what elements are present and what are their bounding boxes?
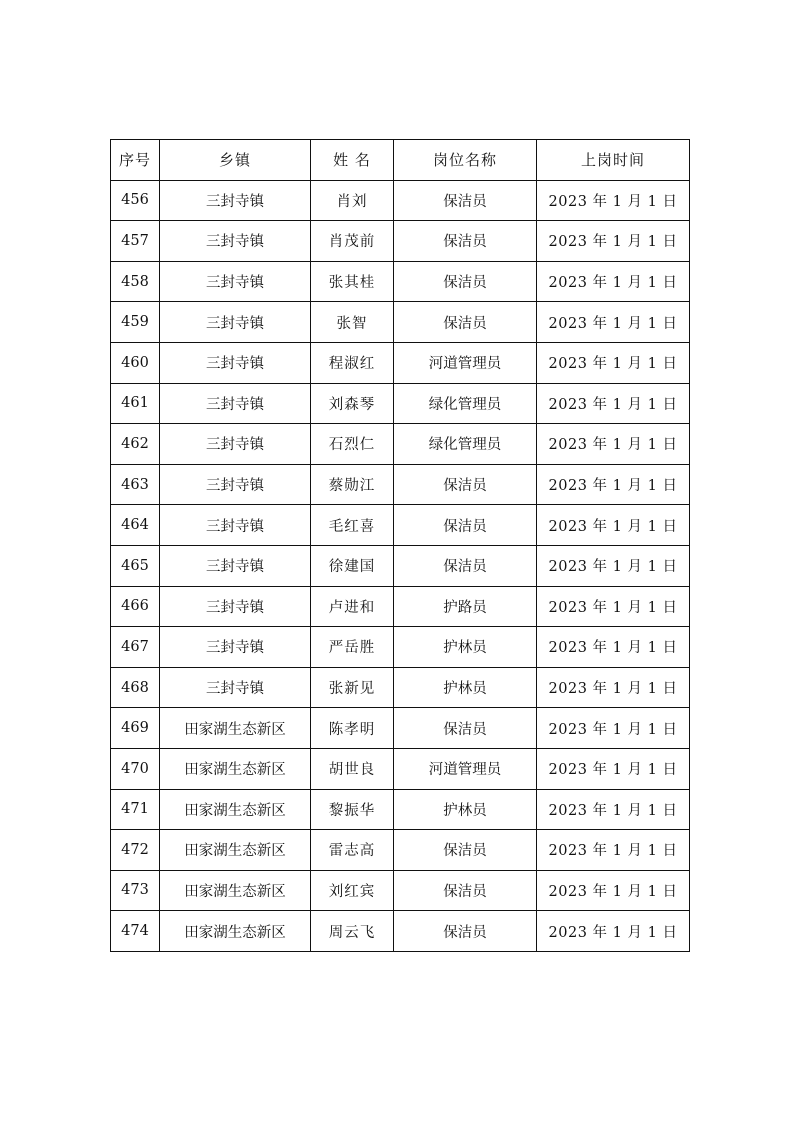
table-row: [111, 545, 690, 586]
table-row: [111, 221, 690, 262]
cell-name: 蔡勋江: [311, 464, 394, 505]
cell-date: 2023 年 1 月 1 日: [537, 180, 690, 221]
cell-town: 田家湖生态新区: [160, 748, 311, 789]
cell-name: 黎振华: [311, 789, 394, 830]
cell-post: 护林员: [394, 627, 537, 668]
header-seq: 序号: [111, 140, 160, 181]
staff-roster-table: [110, 139, 690, 952]
table-row: [111, 708, 690, 749]
table-row: [111, 870, 690, 911]
cell-town: 田家湖生态新区: [160, 789, 311, 830]
table-row: [111, 342, 690, 383]
cell-post: 绿化管理员: [394, 383, 537, 424]
cell-seq: 467: [111, 627, 160, 668]
table-row: [111, 789, 690, 830]
cell-name: 程淑红: [311, 342, 394, 383]
cell-post: 保洁员: [394, 708, 537, 749]
cell-date: 2023 年 1 月 1 日: [537, 505, 690, 546]
cell-post: 护林员: [394, 789, 537, 830]
cell-date: 2023 年 1 月 1 日: [537, 221, 690, 262]
cell-seq: 472: [111, 830, 160, 871]
table-row: [111, 830, 690, 871]
header-town: 乡镇: [160, 140, 311, 181]
header-row: [111, 140, 690, 181]
cell-name: 张智: [311, 302, 394, 343]
cell-name: 周云飞: [311, 911, 394, 952]
header-date: 上岗时间: [537, 140, 690, 181]
cell-town: 三封寺镇: [160, 505, 311, 546]
cell-name: 肖茂前: [311, 221, 394, 262]
cell-seq: 457: [111, 221, 160, 262]
cell-date: 2023 年 1 月 1 日: [537, 464, 690, 505]
cell-name: 陈孝明: [311, 708, 394, 749]
table-row: [111, 464, 690, 505]
cell-name: 严岳胜: [311, 627, 394, 668]
cell-date: 2023 年 1 月 1 日: [537, 424, 690, 465]
cell-date: 2023 年 1 月 1 日: [537, 545, 690, 586]
cell-date: 2023 年 1 月 1 日: [537, 870, 690, 911]
table-row: [111, 302, 690, 343]
cell-town: 三封寺镇: [160, 545, 311, 586]
cell-seq: 458: [111, 261, 160, 302]
table-header: [111, 140, 690, 181]
cell-name: 胡世良: [311, 748, 394, 789]
cell-name: 肖刘: [311, 180, 394, 221]
cell-date: 2023 年 1 月 1 日: [537, 748, 690, 789]
cell-post: 保洁员: [394, 870, 537, 911]
cell-date: 2023 年 1 月 1 日: [537, 789, 690, 830]
table-row: [111, 383, 690, 424]
cell-date: 2023 年 1 月 1 日: [537, 667, 690, 708]
cell-name: 卢进和: [311, 586, 394, 627]
cell-name: 徐建国: [311, 545, 394, 586]
cell-name: 张其桂: [311, 261, 394, 302]
table-row: [111, 424, 690, 465]
cell-seq: 469: [111, 708, 160, 749]
cell-town: 三封寺镇: [160, 424, 311, 465]
cell-seq: 464: [111, 505, 160, 546]
cell-post: 护林员: [394, 667, 537, 708]
cell-town: 三封寺镇: [160, 342, 311, 383]
cell-seq: 468: [111, 667, 160, 708]
cell-town: 三封寺镇: [160, 261, 311, 302]
cell-seq: 456: [111, 180, 160, 221]
cell-town: 三封寺镇: [160, 383, 311, 424]
cell-post: 保洁员: [394, 545, 537, 586]
cell-town: 三封寺镇: [160, 221, 311, 262]
table-row: [111, 261, 690, 302]
table-row: [111, 627, 690, 668]
cell-post: 保洁员: [394, 261, 537, 302]
cell-post: 保洁员: [394, 464, 537, 505]
cell-post: 保洁员: [394, 830, 537, 871]
cell-date: 2023 年 1 月 1 日: [537, 708, 690, 749]
table-row: [111, 505, 690, 546]
cell-town: 田家湖生态新区: [160, 911, 311, 952]
table-row: [111, 667, 690, 708]
table-row: [111, 911, 690, 952]
cell-town: 三封寺镇: [160, 586, 311, 627]
cell-post: 河道管理员: [394, 342, 537, 383]
cell-post: 保洁员: [394, 180, 537, 221]
cell-seq: 461: [111, 383, 160, 424]
cell-name: 石烈仁: [311, 424, 394, 465]
cell-date: 2023 年 1 月 1 日: [537, 911, 690, 952]
cell-town: 三封寺镇: [160, 180, 311, 221]
table-row: [111, 586, 690, 627]
cell-seq: 460: [111, 342, 160, 383]
cell-date: 2023 年 1 月 1 日: [537, 302, 690, 343]
cell-name: 雷志高: [311, 830, 394, 871]
cell-seq: 474: [111, 911, 160, 952]
cell-seq: 463: [111, 464, 160, 505]
cell-post: 保洁员: [394, 505, 537, 546]
cell-post: 保洁员: [394, 221, 537, 262]
cell-date: 2023 年 1 月 1 日: [537, 586, 690, 627]
cell-town: 田家湖生态新区: [160, 870, 311, 911]
cell-seq: 462: [111, 424, 160, 465]
cell-name: 刘红宾: [311, 870, 394, 911]
cell-town: 三封寺镇: [160, 464, 311, 505]
cell-town: 三封寺镇: [160, 302, 311, 343]
table-body: [111, 180, 690, 951]
cell-post: 河道管理员: [394, 748, 537, 789]
header-name: 姓 名: [311, 140, 394, 181]
cell-name: 张新见: [311, 667, 394, 708]
cell-date: 2023 年 1 月 1 日: [537, 261, 690, 302]
cell-seq: 471: [111, 789, 160, 830]
header-post: 岗位名称: [394, 140, 537, 181]
table-row: [111, 180, 690, 221]
cell-town: 三封寺镇: [160, 627, 311, 668]
cell-seq: 466: [111, 586, 160, 627]
cell-town: 田家湖生态新区: [160, 830, 311, 871]
cell-post: 护路员: [394, 586, 537, 627]
cell-date: 2023 年 1 月 1 日: [537, 383, 690, 424]
cell-seq: 459: [111, 302, 160, 343]
cell-post: 保洁员: [394, 302, 537, 343]
cell-post: 保洁员: [394, 911, 537, 952]
cell-name: 毛红喜: [311, 505, 394, 546]
cell-date: 2023 年 1 月 1 日: [537, 830, 690, 871]
table-row: [111, 748, 690, 789]
cell-town: 田家湖生态新区: [160, 708, 311, 749]
cell-seq: 473: [111, 870, 160, 911]
cell-date: 2023 年 1 月 1 日: [537, 342, 690, 383]
cell-name: 刘森琴: [311, 383, 394, 424]
cell-post: 绿化管理员: [394, 424, 537, 465]
cell-date: 2023 年 1 月 1 日: [537, 627, 690, 668]
cell-seq: 465: [111, 545, 160, 586]
cell-town: 三封寺镇: [160, 667, 311, 708]
cell-seq: 470: [111, 748, 160, 789]
